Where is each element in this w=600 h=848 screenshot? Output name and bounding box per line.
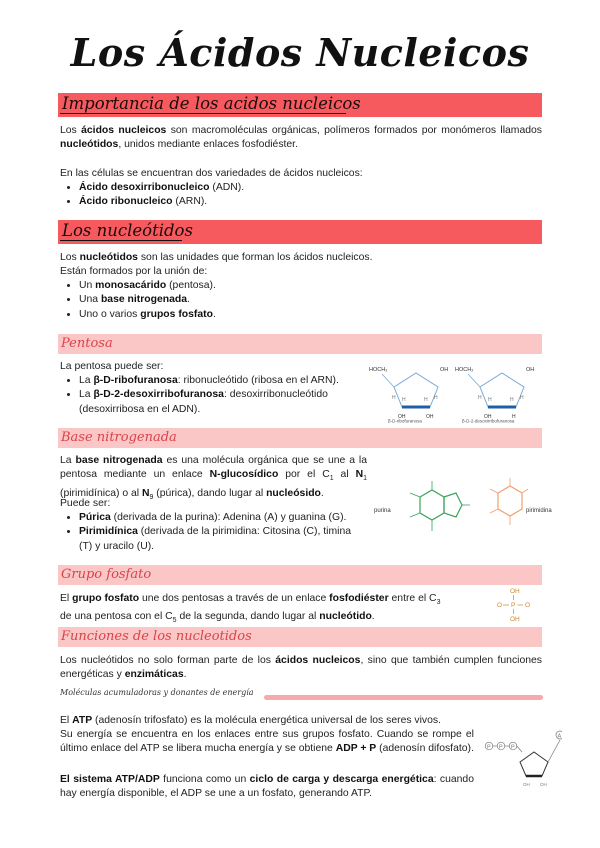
list-item: • Ácido ribonucleico (ARN). bbox=[79, 195, 539, 209]
importancia-intro: En las células se encuentran dos variedades de ácidos nucleicos: bbox=[60, 168, 363, 179]
section-header-funciones bbox=[58, 627, 542, 647]
pentosa-intro: La pentosa puede ser: bbox=[60, 361, 164, 372]
atp-phosphate-3: P bbox=[511, 744, 515, 751]
atp-adenine: A bbox=[557, 733, 562, 740]
list-item: • Púrica (derivada de la purina): Adenina (A) y guanina (G). bbox=[79, 511, 365, 525]
pentose-structures-figure bbox=[368, 357, 548, 423]
phosphate-p: P bbox=[511, 602, 516, 609]
pyrimidine-label: pirimidina bbox=[526, 508, 552, 514]
atp-structure bbox=[482, 726, 562, 792]
pent-label: H bbox=[434, 395, 438, 401]
section-heading: Importancia de los acidos nucleicos bbox=[62, 94, 361, 113]
atp-phosphate-2: P bbox=[499, 744, 503, 751]
atp-phosphate-1: P bbox=[487, 744, 491, 751]
phosphate-structure bbox=[492, 586, 548, 626]
section-header-importancia bbox=[58, 93, 542, 117]
list-item: • Ácido desoxirribonucleico (ADN). bbox=[79, 181, 539, 195]
atp-paragraph: El ATP (adenosín trifosfato) es la molécula energética universal de los seres vivos. bbox=[60, 715, 441, 726]
page-title: Los Ácidos Nucleicos bbox=[70, 30, 530, 75]
section-heading: Base nitrogenada bbox=[61, 430, 177, 445]
phosphate-oh-bottom: OH bbox=[510, 616, 520, 623]
pent-label: H bbox=[424, 397, 428, 403]
phosphate-o-right: O bbox=[525, 602, 531, 609]
pent-label: HOCH₂ bbox=[455, 367, 474, 373]
energy-subheading-line bbox=[264, 695, 543, 700]
list-item: • Pirimidínica (derivada de la pirimidina: Citosina (C), timina (T) y uracilo (U). bbox=[79, 525, 365, 554]
atp-energy-paragraph: Su energía se encuentra en los enlaces entre sus grupos fosfato. Cuando se rompe el último enlace del ATP se libera mucha energía y se obtiene ADP + P (adenosín difosfato). bbox=[60, 729, 474, 755]
phosphate-oh-top: OH bbox=[510, 588, 520, 595]
section-heading: Pentosa bbox=[61, 336, 113, 351]
pent-label: OH bbox=[440, 367, 449, 373]
pyrimidine-structure bbox=[490, 478, 528, 525]
nucleotidos-paragraph: Los nucleótidos son las unidades que forman los ácidos nucleicos. bbox=[60, 252, 373, 263]
list-item: • Uno o varios grupos fosfato. bbox=[79, 308, 539, 322]
funciones-paragraph: Los nucleótidos no solo forman parte de los ácidos nucleicos, sino que también cumplen funciones energéticas y enzimáticas. bbox=[60, 655, 542, 681]
energy-subheading: Moléculas acumuladoras y donantes de energía bbox=[60, 688, 254, 697]
heading-underline bbox=[60, 113, 346, 115]
list-item: • La β-D-ribofuranosa: ribonucleótido (ribosa en el ARN). bbox=[79, 374, 369, 388]
ribofuranose-structure bbox=[369, 367, 448, 423]
base-paragraph: La base nitrogenada es una molécula orgánica que se une a la pentosa mediante un enlace N-glucosídico por el $C_1$ al $N_1$ (pirimidínica) o al $N_9$ (púrica), dando lugar al nucleósido. bbox=[60, 455, 367, 501]
list-item: • Una base nitrogenada. bbox=[79, 293, 539, 307]
section-header-base bbox=[58, 428, 542, 448]
pentosa-list bbox=[60, 374, 369, 417]
atp-oh-2: OH bbox=[540, 782, 547, 787]
base-intro: Puede ser: bbox=[60, 498, 111, 509]
pent-label: H bbox=[510, 397, 514, 403]
pent-label: OH bbox=[526, 367, 535, 373]
pent-label: OH bbox=[484, 414, 492, 420]
section-heading: Grupo fosfato bbox=[61, 567, 152, 582]
section-header-nucleotidos bbox=[58, 220, 542, 244]
deoxyribofuranose-structure bbox=[455, 367, 534, 423]
nitrogen-bases-figure bbox=[372, 475, 552, 545]
atp-adp-paragraph: El sistema ATP/ADP funciona como un ciclo de carga y descarga energética: cuando hay energía disponible, el ADP se une a un fosfato, generando ATP. bbox=[60, 774, 474, 800]
ribose-caption: β-D-ribofuranosa bbox=[388, 418, 422, 423]
fosfato-paragraph: El grupo fosfato une dos pentosas a través de un enlace fosfodiéster entre el $C_3$ de una pentosa con el $C_5$ de la segunda, dando lugar al nucleótido. bbox=[60, 593, 441, 625]
section-header-pentosa bbox=[58, 334, 542, 354]
importancia-paragraph: Los ácidos nucleicos son macromoléculas orgánicas, polímeros formados por monómeros llamados nucleótidos, unidos mediante enlaces fosfodiéster. bbox=[60, 125, 542, 151]
pent-label: H bbox=[512, 414, 516, 420]
section-heading: Los nucleótidos bbox=[62, 221, 193, 240]
list-item: • La β-D-2-desoxirribofuranosa: desoxirribonucleótido (desoxirribosa en el ADN). bbox=[79, 388, 369, 417]
pent-label: OH bbox=[426, 414, 434, 420]
nucleotidos-intro: Están formados por la unión de: bbox=[60, 266, 208, 277]
list-item: • Un monosacárido (pentosa). bbox=[79, 279, 539, 293]
atp-oh-3: OH bbox=[523, 782, 530, 787]
pent-label: H bbox=[520, 395, 524, 401]
pent-label: H bbox=[488, 397, 492, 403]
base-list bbox=[60, 511, 365, 554]
pent-label: H bbox=[392, 395, 396, 401]
deoxyribose-caption: β-D-2-desoxirribofuranosa bbox=[462, 418, 515, 423]
purine-label: purina bbox=[374, 508, 391, 514]
section-heading: Funciones de los nucleotidos bbox=[61, 629, 252, 644]
section-header-fosfato bbox=[58, 565, 542, 585]
pent-label: H bbox=[478, 395, 482, 401]
phosphate-o-left: O bbox=[497, 602, 503, 609]
importancia-list bbox=[60, 181, 539, 210]
nucleotidos-list bbox=[60, 279, 539, 322]
heading-underline bbox=[60, 240, 182, 242]
pent-label: OH bbox=[398, 414, 406, 420]
purine-structure bbox=[410, 481, 470, 531]
pent-label: HOCH₂ bbox=[369, 367, 388, 373]
pent-label: H bbox=[402, 397, 406, 403]
